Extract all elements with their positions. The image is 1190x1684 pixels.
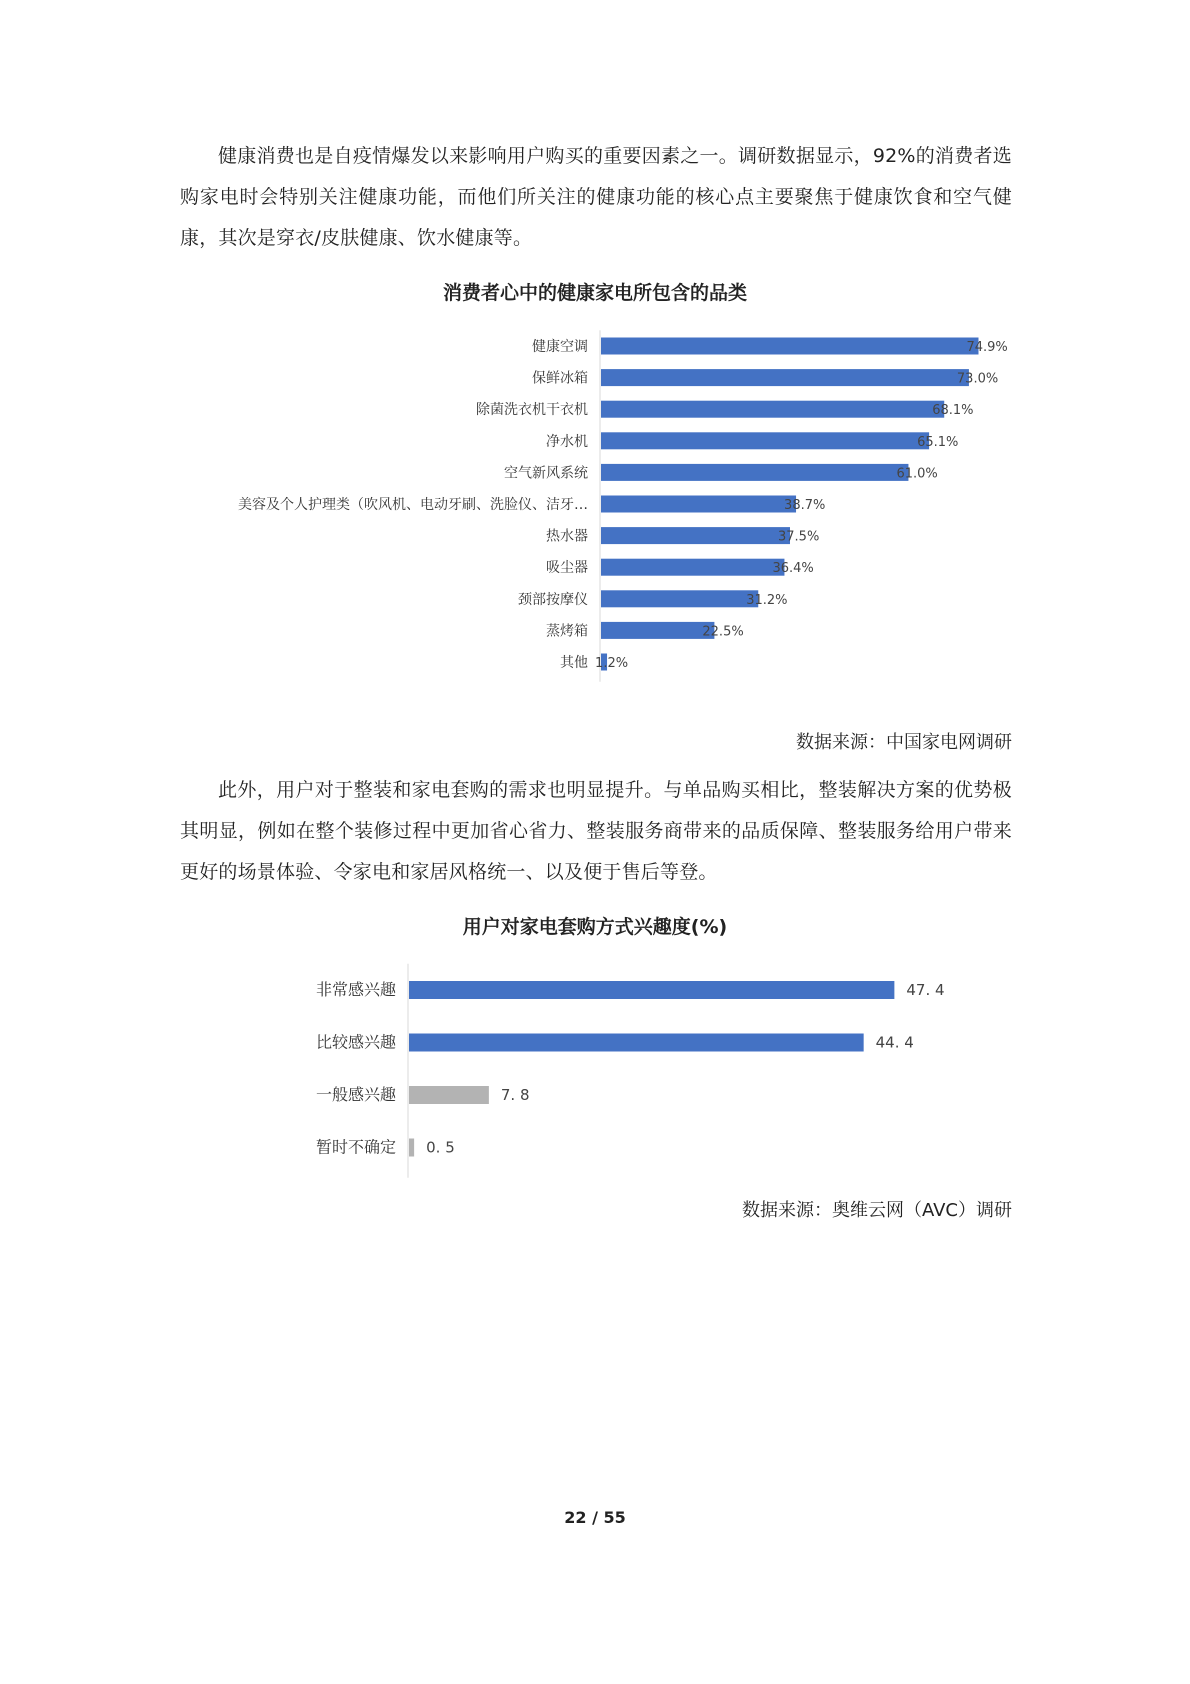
health-appliance-category-chart: [0, 328, 1190, 688]
category-label: 美容及个人护理类（吹风机、电动牙刷、洗脸仪、洁牙…: [238, 497, 588, 513]
bar: [409, 1086, 489, 1104]
bundle-purchase-interest-chart: [0, 970, 1190, 1190]
bar: [601, 432, 929, 449]
bar: [601, 559, 784, 576]
data-label: 7. 8: [500, 1086, 530, 1104]
chart-2-title: 用户对家电套购方式兴趣度(%): [462, 916, 728, 938]
chart-1-source: 数据来源：中国家电网调研: [796, 732, 1012, 753]
category-label: 吸尘器: [546, 560, 588, 577]
chart-2-source: 数据来源：奥维云网（AVC）调研: [741, 1200, 1012, 1221]
bar: [601, 401, 944, 418]
category-label: 一般感兴趣: [315, 1085, 396, 1104]
category-label: 比较感兴趣: [315, 1032, 396, 1052]
category-label: 非常感兴趣: [315, 980, 396, 999]
category-label: 热水器: [546, 528, 588, 545]
data-label: 36.4%: [772, 561, 814, 577]
data-label: 44. 4: [875, 1033, 914, 1052]
bar: [601, 590, 758, 607]
bar: [601, 369, 969, 386]
category-label: 其他: [560, 655, 588, 671]
category-label: 颈部按摩仪: [518, 591, 588, 608]
data-label: 22.5%: [702, 624, 744, 640]
body-paragraph-2: 此外，用户对于整装和家电套购的需求也明显提升。与单品购买相比，整装解决方案的优势极其明显，例如在整个装修过程中更加省心省力、整装服务商带来的品质保障、整装服务给用户带来更好的场景体验、令家电和家居风格统一、以及便于售后等登。: [180, 779, 1012, 883]
data-label: 0. 5: [426, 1138, 455, 1157]
category-label: 净水机: [546, 433, 588, 450]
bar: [601, 496, 796, 513]
category-label: 保鲜冰箱: [532, 370, 588, 387]
bar: [601, 338, 978, 355]
data-label: 47. 4: [906, 981, 945, 999]
data-label: 73.0%: [956, 371, 999, 387]
bar: [409, 1139, 414, 1157]
category-label: 除菌洗衣机干衣机: [476, 402, 588, 419]
data-label: 68.1%: [932, 403, 974, 419]
category-label: 健康空调: [532, 339, 588, 355]
category-label: 空气新风系统: [504, 465, 588, 482]
data-label: 1.2%: [595, 656, 629, 671]
bar: [601, 622, 714, 639]
data-label: 65.1%: [917, 434, 959, 450]
data-label: 37.5%: [778, 529, 820, 545]
bar: [601, 527, 790, 544]
bar: [409, 1034, 864, 1052]
category-label: 蒸烤箱: [546, 623, 588, 640]
data-label: 61.0%: [896, 466, 938, 482]
body-paragraph-1: 健康消费也是自疫情爆发以来影响用户购买的重要因素之一。调研数据显示，92%的消费者选购家电时会特别关注健康功能，而他们所关注的健康功能的核心点主要聚焦于健康饮食和空气健康，其次是穿衣/皮肤健康、饮水健康等。: [180, 145, 1012, 249]
bar: [409, 981, 894, 999]
page-number: 22 / 55: [564, 1508, 626, 1527]
data-label: 74.9%: [966, 340, 1008, 355]
category-label: 暂时不确定: [315, 1137, 396, 1157]
bar: [601, 464, 908, 481]
chart-1-title: 消费者心中的健康家电所包含的品类: [442, 282, 747, 304]
data-label: 38.7%: [784, 498, 826, 513]
data-label: 31.2%: [746, 592, 788, 608]
